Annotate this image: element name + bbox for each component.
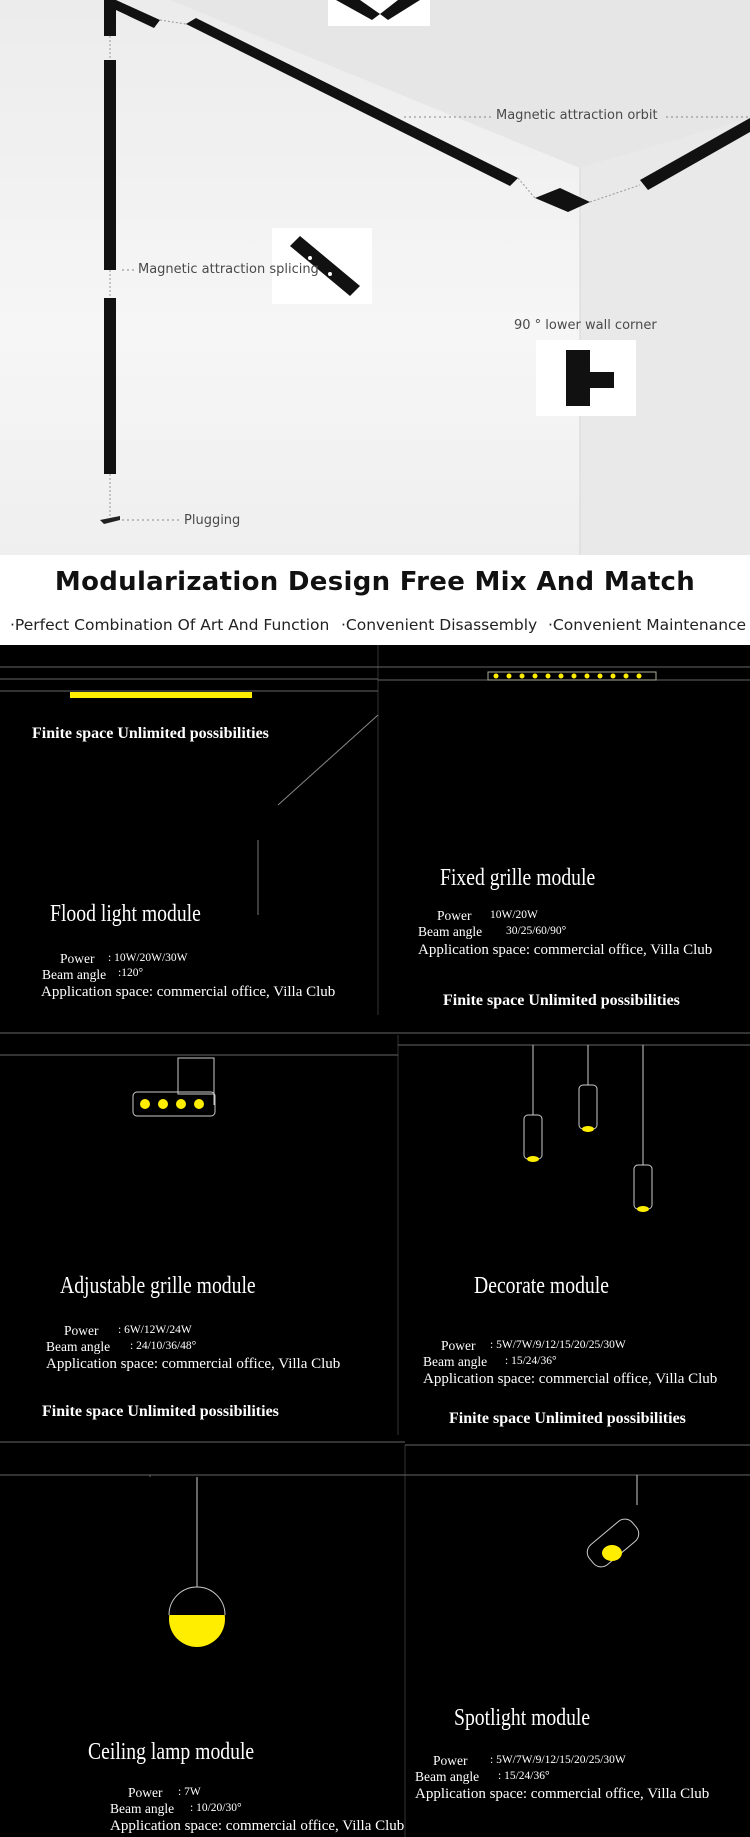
track-installation-photo: [0, 0, 750, 555]
feature-maintenance: ·Convenient Maintenance: [548, 616, 747, 634]
beam-label: Beam angle: [418, 924, 483, 939]
power-label: Power: [64, 1323, 99, 1338]
callout-orbit: Magnetic attraction orbit: [496, 108, 658, 123]
headline-title: Modularization Design Free Mix And Match: [54, 567, 696, 597]
power-label: Power: [433, 1753, 468, 1768]
modules-section: [0, 645, 750, 1837]
module-title: Adjustable grille module: [60, 1273, 256, 1299]
callout-splicing: Magnetic attraction splicing: [138, 262, 319, 277]
tagline-4: Finite space Unlimited possibilities: [449, 1410, 686, 1427]
beam-value: 30/25/60/90°: [506, 925, 567, 937]
beam-label: Beam angle: [110, 1801, 175, 1816]
power-value: : 7W: [178, 1786, 201, 1798]
power-label: Power: [437, 908, 472, 923]
beam-label: Beam angle: [42, 967, 107, 982]
track-installation-illustration: [0, 0, 750, 555]
spotlight-head: [583, 1475, 643, 1571]
beam-value: : 24/10/36/48°: [130, 1340, 197, 1352]
feature-disassembly: ·Convenient Disassembly: [341, 616, 538, 634]
power-label: Power: [441, 1338, 476, 1353]
beam-value: : 15/24/36°: [505, 1355, 557, 1367]
callout-plugging: Plugging: [184, 513, 241, 528]
power-label: Power: [60, 951, 95, 966]
beam-label: Beam angle: [46, 1339, 111, 1354]
tagline-3: Finite space Unlimited possibilities: [42, 1403, 279, 1420]
power-value: : 5W/7W/9/12/15/20/25/30W: [490, 1339, 626, 1351]
adjustable-grille-lamp: [133, 1058, 215, 1116]
feature-art-function: ·Perfect Combination Of Art And Function: [10, 616, 330, 634]
power-value: : 6W/12W/24W: [118, 1324, 192, 1336]
module-title: Spotlight module: [454, 1705, 591, 1731]
fixed-grille-leds: [488, 672, 656, 680]
module-title: Decorate module: [474, 1273, 609, 1299]
tagline-1: Finite space Unlimited possibilities: [32, 725, 269, 742]
application-space: Application space: commercial office, Villa Club: [46, 1356, 341, 1372]
power-value: : 10W/20W/30W: [108, 952, 188, 964]
decorate-pendants: [524, 1045, 652, 1212]
beam-value: : 10/20/30°: [190, 1802, 242, 1814]
power-label: Power: [128, 1785, 163, 1800]
application-space: Application space: commercial office, Villa Club: [423, 1371, 718, 1387]
headline-band: [0, 555, 750, 645]
ceiling-lamp-globe: [169, 1477, 225, 1647]
module-title: Fixed grille module: [440, 865, 596, 891]
power-value: 10W/20W: [490, 909, 538, 921]
tagline-2: Finite space Unlimited possibilities: [443, 992, 680, 1009]
beam-label: Beam angle: [415, 1769, 480, 1784]
beam-value: : 15/24/36°: [498, 1770, 550, 1782]
module-title: Flood light module: [50, 901, 201, 927]
beam-value: :120°: [118, 967, 144, 979]
application-space: Application space: commercial office, Villa Club: [110, 1818, 405, 1834]
power-value: : 5W/7W/9/12/15/20/25/30W: [490, 1754, 626, 1766]
modules-illustration: [0, 645, 750, 1837]
module-title: Ceiling lamp module: [88, 1739, 255, 1765]
application-space: Application space: commercial office, Villa Club: [418, 942, 713, 958]
callout-corner: 90 ° lower wall corner: [514, 318, 657, 333]
application-space: Application space: commercial office, Villa Club: [41, 984, 336, 1000]
flood-light-beam: [70, 692, 252, 698]
beam-label: Beam angle: [423, 1354, 488, 1369]
application-space: Application space: commercial office, Villa Club: [415, 1786, 710, 1802]
